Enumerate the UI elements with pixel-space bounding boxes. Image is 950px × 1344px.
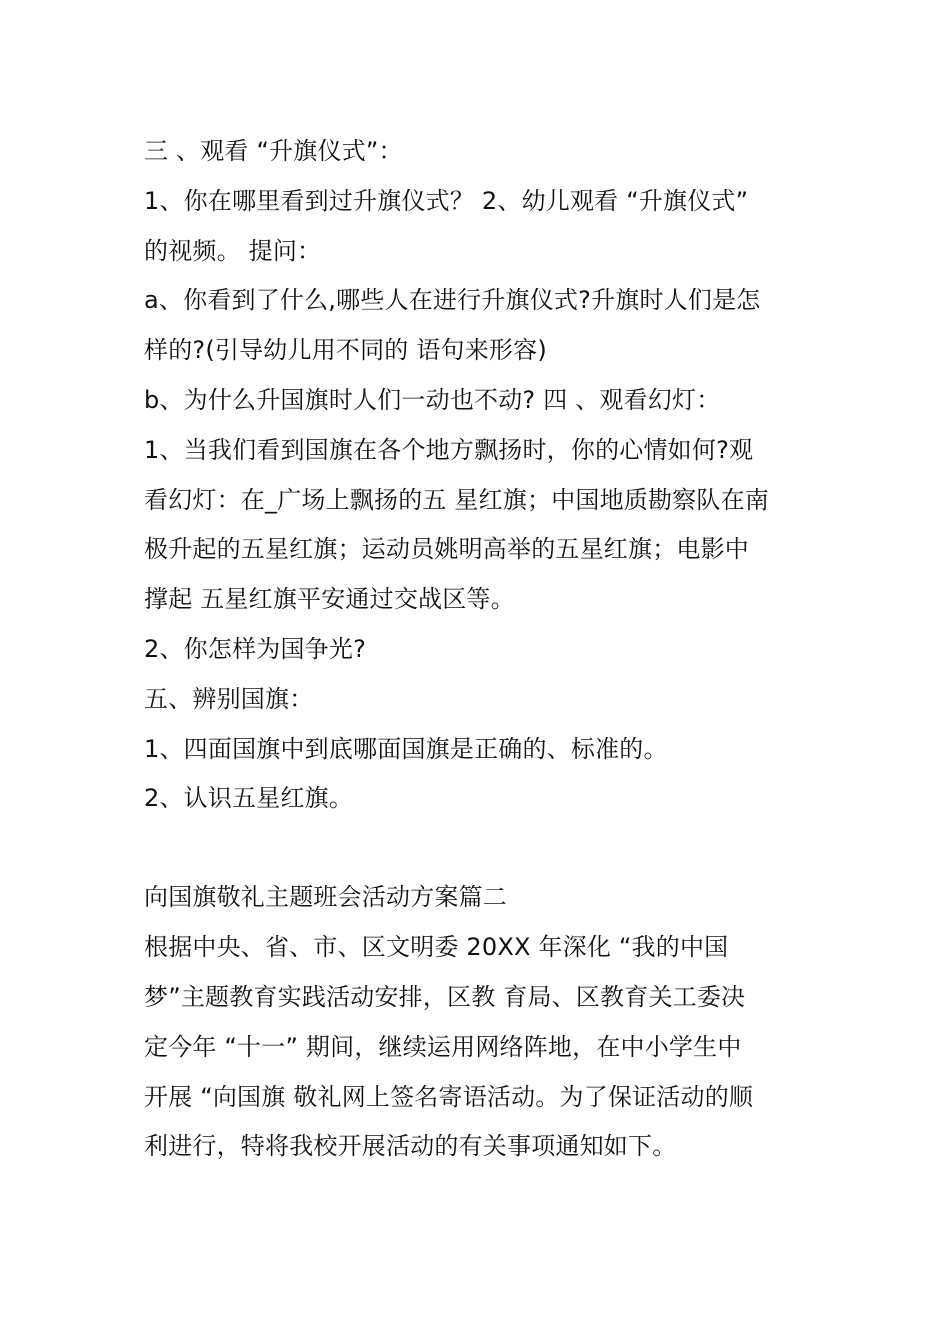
text-line: 2、你怎样为国争光? <box>144 635 367 663</box>
text-line: 开展 “向国旗 敬礼网上签名寄语活动。为了保证活动的顺 <box>144 1083 754 1111</box>
text-line: 1、当我们看到国旗在各个地方飘扬时，你的心情如何?观 <box>144 436 754 464</box>
section-heading: 向国旗敬礼主题班会活动方案篇二 <box>144 883 507 911</box>
text-line: 1、四面国旗中到底哪面国旗是正确的、标准的。 <box>144 735 668 763</box>
text-line: 的视频。 提问： <box>144 237 322 265</box>
text-line: b、为什么升国旗时人们一动也不动? 四 、观看幻灯： <box>144 386 721 414</box>
text-line: a、你看到了什么,哪些人在进行升旗仪式?升旗时人们是怎 <box>144 286 761 314</box>
text-line: 2、认识五星红旗。 <box>144 784 354 812</box>
text-line: 极升起的五星红旗；运动员姚明高举的五星红旗；电影中 <box>144 535 749 563</box>
text-line: 样的?(引导幼儿用不同的 语句来形容) <box>144 336 547 364</box>
text-line: 梦”主题教育实践活动安排，区教 育局、区教育关工委决 <box>144 983 746 1011</box>
text-line: 定今年 “十一” 期间，继续运用网络阵地，在中小学生中 <box>144 1033 742 1061</box>
text-line: 撑起 五星红旗平安通过交战区等。 <box>144 585 515 613</box>
text-line: 根据中央、省、市、区文明委 20XX 年深化 “我的中国 <box>144 933 729 961</box>
text-line: 看幻灯：在_广场上飘扬的五 星红旗；中国地质勘察队在南 <box>144 486 770 514</box>
text-line: 1、你在哪里看到过升旗仪式？ 2、幼儿观看 “升旗仪式” <box>144 187 749 215</box>
text-line: 三 、观看 “升旗仪式”： <box>144 137 403 165</box>
text-line: 利进行，特将我校开展活动的有关事项通知如下。 <box>144 1132 677 1160</box>
text-line: 五、辨别国旗： <box>144 685 314 713</box>
